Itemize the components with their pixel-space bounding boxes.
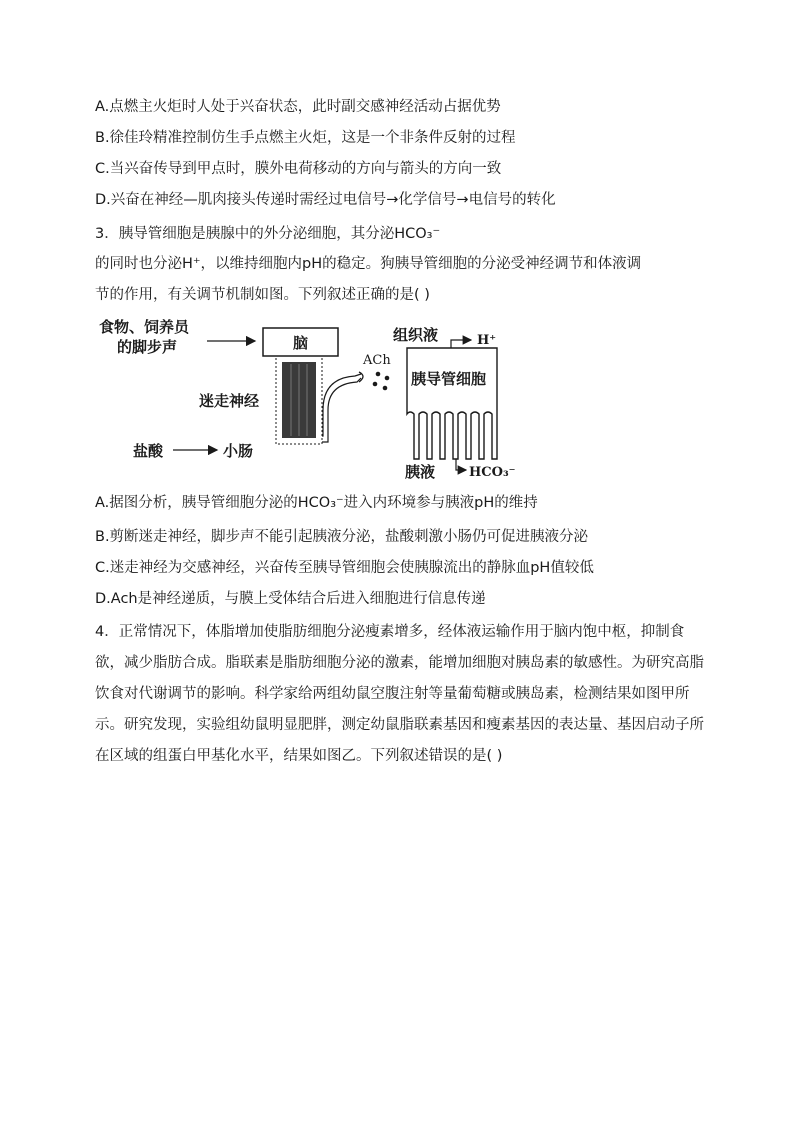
ach-vesicle — [376, 372, 381, 377]
brain-label: 脑 — [293, 334, 309, 352]
q3-stem-line2: 的同时也分泌H⁺，以维持细胞内pH的稳定。狗胰导管细胞的分泌受神经调节和体液调 — [95, 256, 642, 272]
q3-option-b: B.剪断迷走神经，脚步声不能引起胰液分泌，盐酸刺激小肠仍可促进胰液分泌 — [95, 529, 589, 545]
intestine-label: 小肠 — [223, 442, 254, 460]
q3-stem-line3: 节的作用，有关调节机制如图。下列叙述正确的是( ) — [95, 287, 430, 303]
ach-label: ACh — [363, 353, 391, 368]
duct-cell-membrane — [407, 348, 497, 459]
h-ion-label: H⁺ — [477, 333, 497, 348]
axon-path — [322, 378, 361, 442]
food-label-2: 的脚步声 — [117, 338, 178, 356]
q3-option-a: A.据图分析，胰导管细胞分泌的HCO₃⁻进入内环境参与胰液pH的维持 — [95, 495, 538, 511]
q3-stem-line1: 3．胰导管细胞是胰腺中的外分泌细胞，其分泌HCO₃⁻ — [95, 226, 441, 242]
h-ion-arrow — [451, 340, 471, 348]
q3-option-c: C.迷走神经为交感神经，兴奋传至胰导管细胞会使胰腺流出的静脉血pH值较低 — [95, 560, 594, 576]
hco3-label: HCO₃⁻ — [469, 465, 516, 480]
tissue-fluid-label: 组织液 — [393, 326, 439, 344]
q2-option-a: A.点燃主火炬时人处于兴奋状态，此时副交感神经活动占据优势 — [95, 99, 501, 115]
acid-label: 盐酸 — [133, 442, 164, 460]
vagus-label: 迷走神经 — [199, 392, 260, 410]
q2-option-c: C.当兴奋传导到甲点时，膜外电荷移动的方向与箭头的方向一致 — [95, 161, 502, 177]
q2-option-d: D.兴奋在神经—肌肉接头传递时需经过电信号→化学信号→电信号的转化 — [95, 192, 556, 208]
pancreatic-juice-label: 胰液 — [405, 463, 436, 481]
regulation-diagram — [95, 314, 535, 486]
hco3-arrow — [456, 459, 466, 470]
q2-option-b: B.徐佳玲精准控制仿生手点燃主火炬，这是一个非条件反射的过程 — [95, 130, 516, 146]
cell-label: 胰导管细胞 — [411, 370, 487, 388]
synaptic-terminal — [359, 372, 363, 382]
q3-option-d: D.Ach是神经递质，与膜上受体结合后进入细胞进行信息传递 — [95, 591, 486, 607]
q4-stem: 4．正常情况下，体脂增加使脂肪细胞分泌瘦素增多，经体液运输作用于脑内饱中枢，抑制食欲，减少脂肪合成。脂联素是脂肪细胞分泌的激素，能增加细胞对胰岛素的敏感性。为研究高脂饮食对代谢调节的影响。科学家给两组幼鼠空腹注射等量葡萄糖或胰岛素，检测结果如图甲所示。研究发现，实验组幼鼠明显肥胖，测定幼鼠脂联素基因和瘦素基因的表达量、基因启动子所在区域的组蛋白甲基化水平，结果如图乙。下列叙述错误的是( ) — [95, 624, 704, 764]
food-label-1: 食物、饲养员 — [99, 318, 190, 336]
